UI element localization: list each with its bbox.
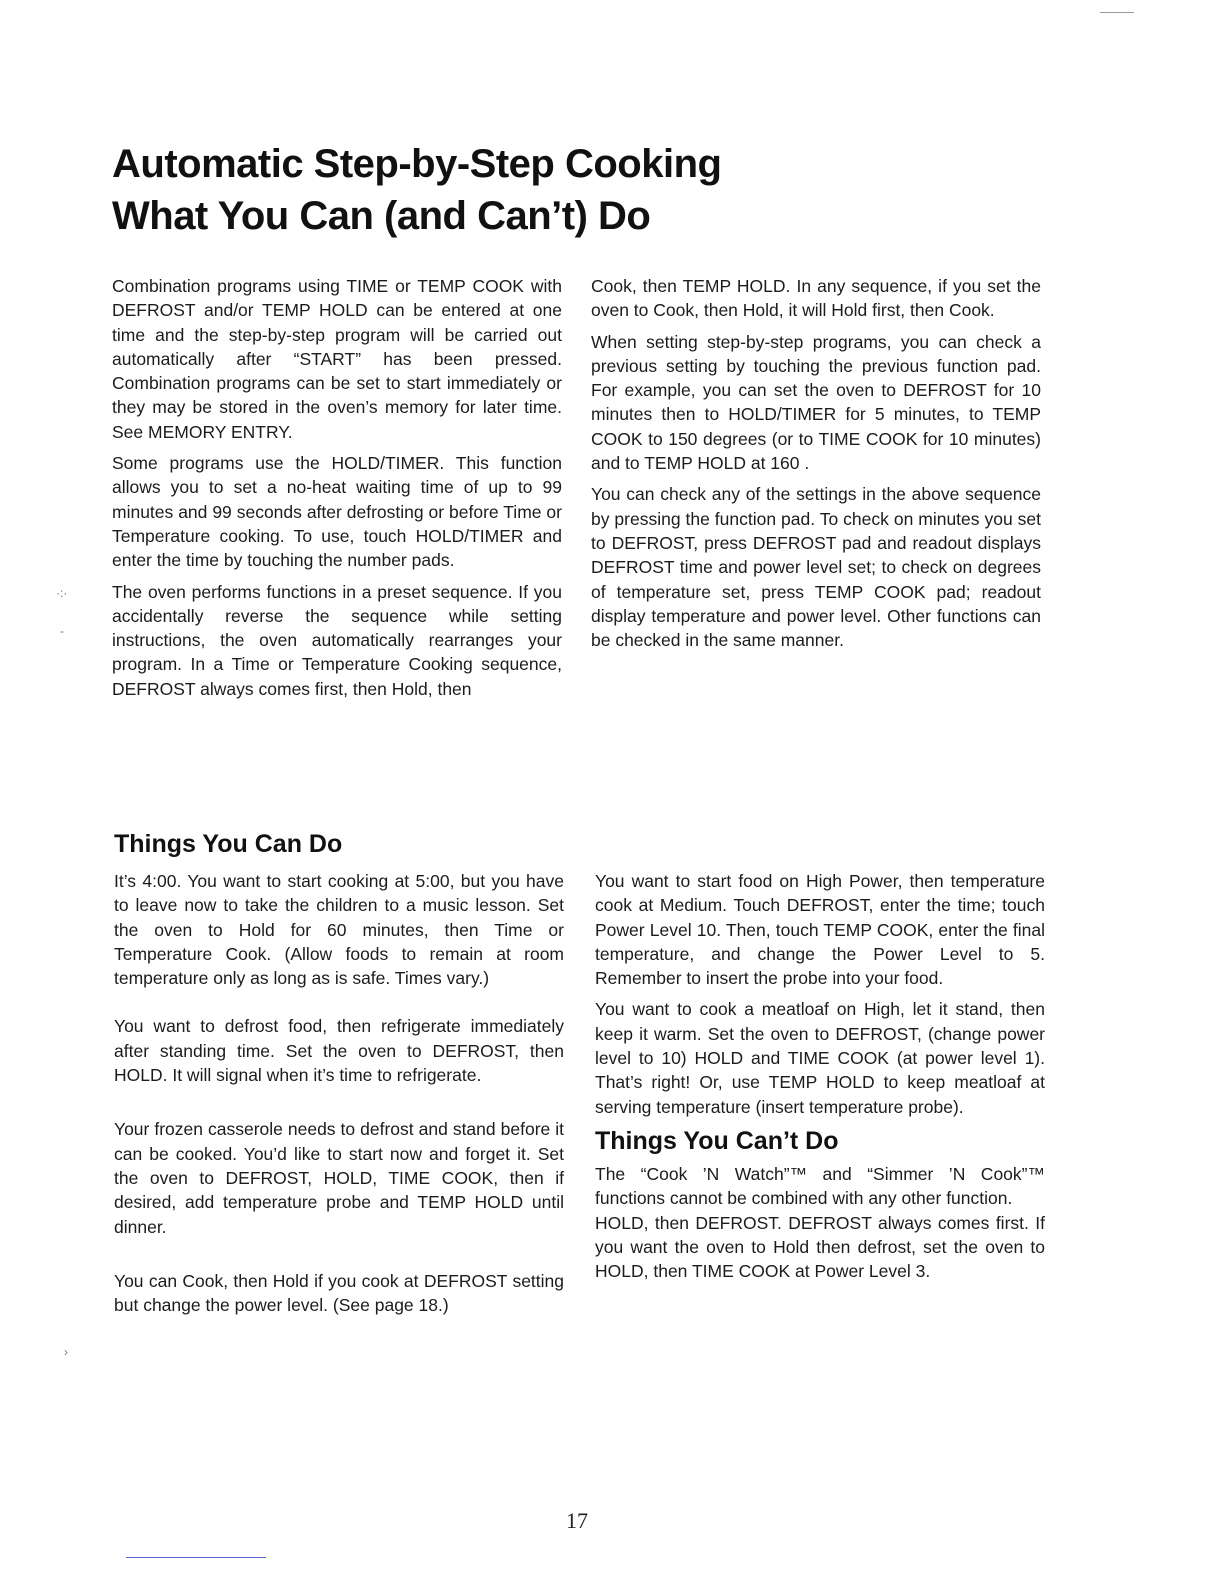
can-do-left-column [114, 869, 564, 1324]
title-line-2: What You Can (and Can’t) Do [112, 194, 651, 238]
example-paragraph: It’s 4:00. You want to start cooking at 5:00, but you have to leave now to take the children to a music lesson. Set the oven to Hold for 60 minutes, then Time or Temperature Cook. (Allow foods to remain at room temperature only as long as is safe. Times vary.) [114, 871, 564, 989]
restriction-paragraph: The “Cook ’N Watch”™ and “Simmer ’N Cook”™ functions cannot be combined with any other function. [595, 1163, 1045, 1209]
example-paragraph: You want to start food on High Power, then temperature cook at Medium. Touch DEFROST, enter the time; touch Power Level 10. Then, touch TEMP COOK, enter the final temperature, and change the Power Level to 5. Remember to insert the probe into your food. [595, 871, 1045, 989]
intro-paragraph: Some programs use the HOLD/TIMER. This function allows you to set a no-heat waiting time of up to 99 minutes and 99 seconds after defrosting or before Time or Temperature cooking. To use, touch HOLD/TIMER and enter the time by touching the number pads. [112, 453, 562, 571]
scan-speck: › [64, 1345, 68, 1359]
title-line-1: Automatic Step-by-Step Cooking [112, 142, 722, 186]
bottom-edge-mark [126, 1557, 266, 1558]
intro-paragraph: Combination programs using TIME or TEMP COOK with DEFROST and/or TEMP HOLD can be entered at one time and the step-by-step program will be carried out automatically after “START” has been pressed. Combination programs can be set to start immediately or they may be stored in the oven’s memory for later time. See MEMORY ENTRY. [112, 276, 562, 442]
intro-paragraph: The oven performs functions in a preset sequence. If you accidentally reverse the sequence while setting instructions, the oven automatically rearranges your program. In a Time or Temperature Cooking sequence, DEFROST always comes first, then Hold, then [112, 581, 562, 699]
can-do-right-column [595, 869, 1045, 1290]
intro-paragraph: You can check any of the settings in the above sequence by pressing the function pad. To check on minutes you set to DEFROST, press DEFROST pad and readout displays DEFROST time and power level set; to check on degrees of temperature set, press TEMP COOK pad; readout display temperature and power level. Other functions can be checked in the same manner. [591, 484, 1041, 651]
intro-paragraph: When setting step-by-step programs, you can check a previous setting by touching the previous function pad. For example, you can set the oven to DEFROST for 10 minutes then to HOLD/TIMER for 5 minutes, to TEMP COOK to 150 degrees (or to TIME COOK for 10 minutes) and to TEMP HOLD at 160 . [591, 331, 1041, 474]
page-title [112, 138, 721, 242]
example-paragraph: You want to cook a meatloaf on High, let it stand, then keep it warm. Set the oven to DEFROST, (change power level to 10) HOLD and TIME COOK (at power level 1). That’s right! Or, use TEMP HOLD to keep meatloaf at serving temperature (insert temperature probe). [595, 999, 1045, 1117]
intro-left-column [112, 274, 562, 708]
section-heading-can-do: Things You Can Do [114, 830, 343, 858]
scan-speck: ·:· [56, 586, 68, 600]
example-paragraph: You want to defrost food, then refrigerate immediately after standing time. Set the oven to DEFROST, then HOLD. It will signal when it’s time to refrigerate. [114, 1016, 564, 1086]
restriction-paragraph: HOLD, then DEFROST. DEFROST always comes first. If you want the oven to Hold then defrost, set the oven to HOLD, then TIME COOK at Power Level 3. [595, 1212, 1045, 1282]
example-paragraph: Your frozen casserole needs to defrost and stand before it can be cooked. You’d like to start now and forget it. Set the oven to DEFROST, HOLD, TIME COOK, then if desired, add temperature probe and TEMP HOLD until dinner. [114, 1119, 564, 1237]
section-heading-cant-do: Things You Can’t Do [595, 1126, 839, 1155]
example-paragraph: You can Cook, then Hold if you cook at DEFROST setting but change the power level. (See page 18.) [114, 1270, 564, 1316]
top-edge-mark [1100, 12, 1134, 13]
intro-right-column [591, 274, 1041, 659]
scan-speck: - [60, 624, 64, 638]
intro-paragraph: Cook, then TEMP HOLD. In any sequence, if you set the oven to Cook, then Hold, it will Hold first, then Cook. [591, 276, 1041, 321]
page-number: 17 [566, 1508, 588, 1533]
